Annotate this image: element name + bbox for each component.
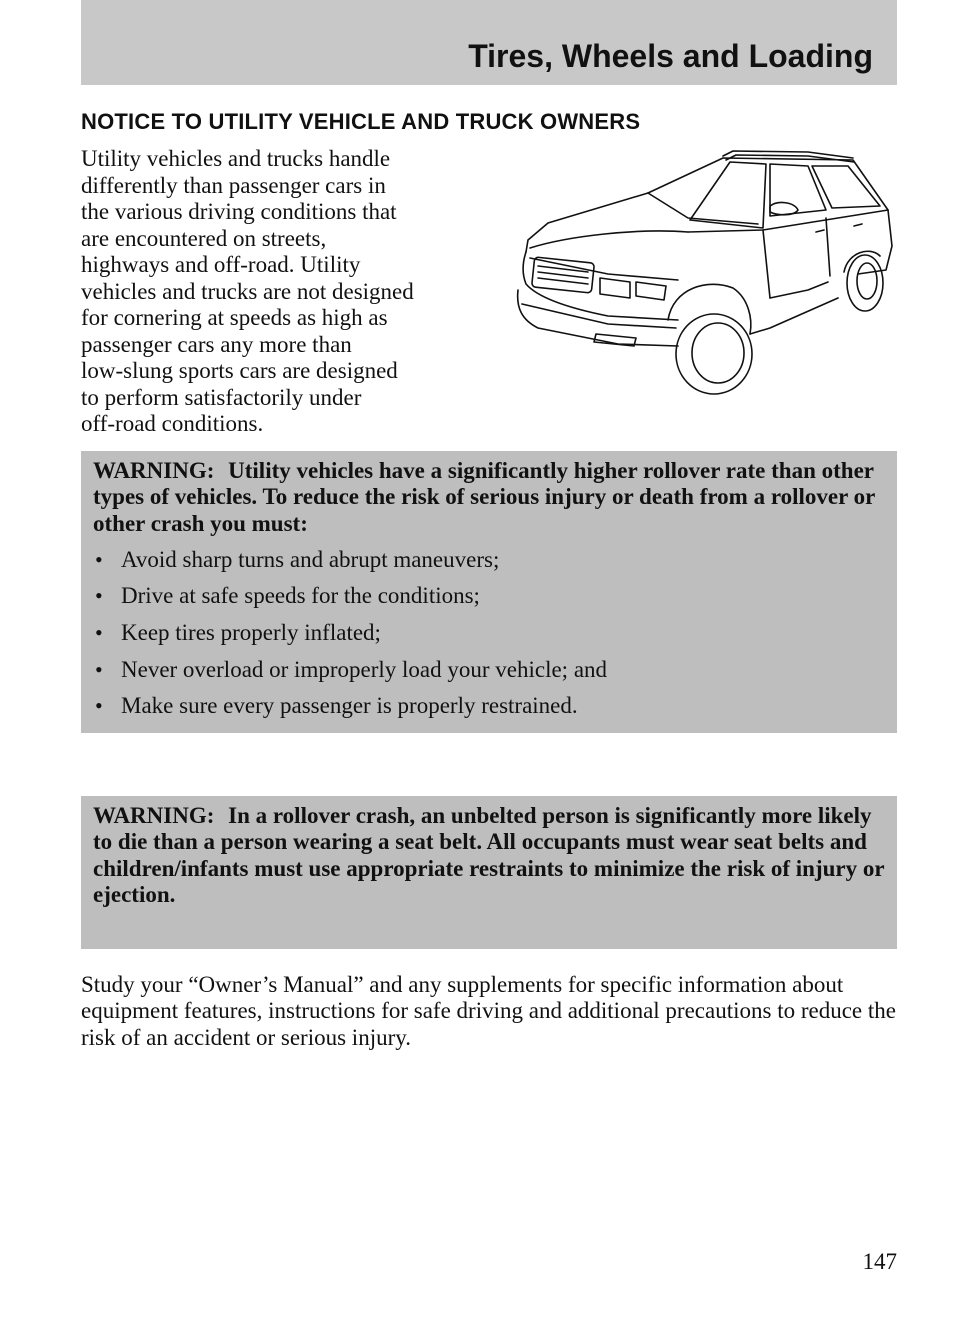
- warning-bullet-list: [93, 547, 885, 730]
- bullet-text: Avoid sharp turns and abrupt maneuvers;: [121, 546, 500, 572]
- page-title: Tires, Wheels and Loading: [468, 38, 873, 74]
- intro-line: are encountered on streets,: [81, 225, 327, 251]
- bullet-text: Never overload or improperly load your vehicle; and: [121, 656, 608, 682]
- intro-line: to perform satisfactorily under: [81, 384, 362, 410]
- warning-text: [93, 796, 885, 908]
- list-item: [93, 620, 885, 657]
- bullet-text: Drive at safe speeds for the conditions;: [121, 583, 480, 609]
- intro-line: low-slung sports cars are designed: [81, 358, 398, 383]
- intro-line: passenger cars any more than: [81, 331, 352, 357]
- bullet-icon: •: [95, 620, 103, 646]
- intro-paragraph: [81, 146, 501, 438]
- list-item: [93, 583, 885, 620]
- page-number: 147: [862, 1249, 897, 1274]
- bullet-icon: •: [95, 546, 103, 572]
- intro-line: for cornering at speeds as high as: [81, 305, 388, 330]
- intro-line: differently than passenger cars in: [81, 172, 386, 198]
- intro-line: the various driving conditions that: [81, 199, 397, 224]
- intro-line: Utility vehicles and trucks handle: [81, 146, 391, 171]
- warning-body: Utility vehicles have a significantly higher rollover rate than other types of vehicles. To reduce the risk of serious injury or death from a rollover or other crash you must:: [93, 458, 875, 536]
- seatbelt-warning-box: [81, 796, 897, 949]
- list-item: [93, 657, 885, 694]
- bullet-icon: •: [95, 656, 103, 682]
- header-bar: [81, 0, 897, 85]
- warning-body: In a rollover crash, an unbelted person is significantly more likely to die than a person wearing a seat belt. All occupants must wear seat belts and children/infants must use appropriate restraints to minimize the risk of injury or ejection.: [93, 803, 885, 907]
- warning-text: [93, 451, 885, 537]
- rollover-warning-box: [81, 451, 897, 733]
- section-heading: NOTICE TO UTILITY VEHICLE AND TRUCK OWNERS: [81, 109, 641, 134]
- intro-line: highways and off-road. Utility: [81, 252, 361, 277]
- bullet-text: Make sure every passenger is properly restrained.: [121, 693, 578, 719]
- bullet-text: Keep tires properly inflated;: [121, 620, 381, 646]
- intro-line: off-road conditions.: [81, 411, 264, 436]
- bullet-icon: •: [95, 693, 103, 719]
- bullet-icon: •: [95, 583, 103, 609]
- suv-illustration: [508, 148, 898, 396]
- closing-paragraph: Study your “Owner’s Manual” and any supplements for specific information about equipment features, instructions for safe driving and additional precautions to reduce the risk of an accident or serious injury.: [81, 972, 896, 1050]
- list-item: [93, 693, 885, 730]
- warning-label: WARNING:: [93, 458, 215, 483]
- intro-line: vehicles and trucks are not designed: [81, 278, 414, 304]
- list-item: [93, 547, 885, 584]
- warning-label: WARNING:: [93, 803, 215, 828]
